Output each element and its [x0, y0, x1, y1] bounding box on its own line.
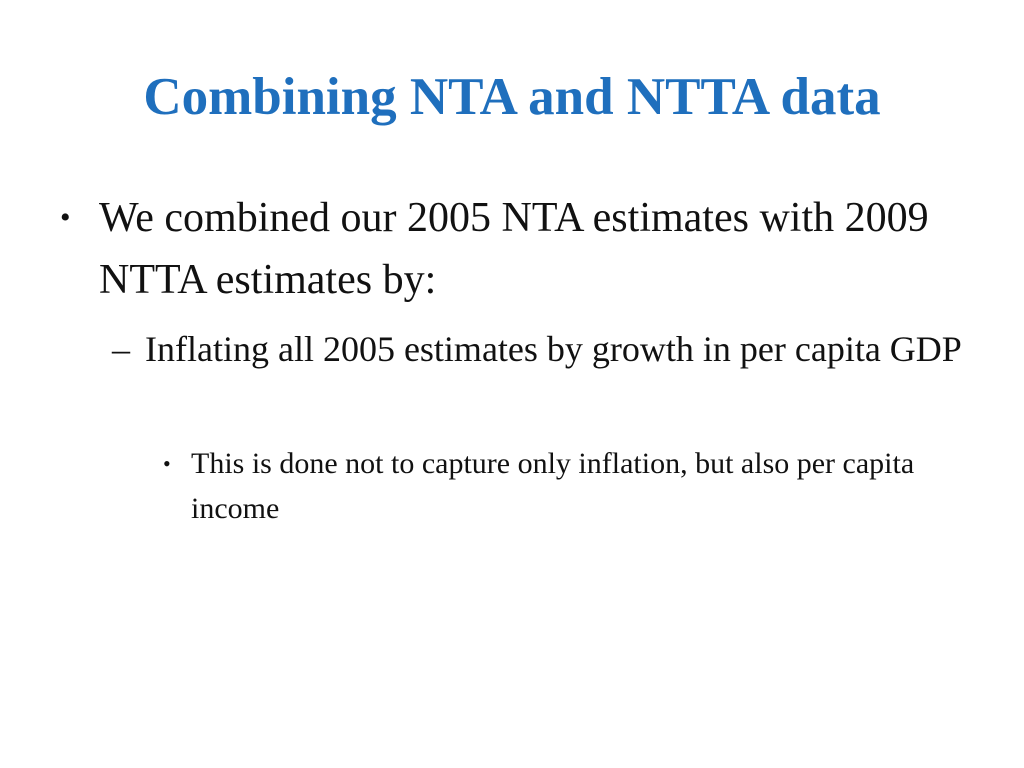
bullet-text: We combined our 2005 NTA estimates with 2009 NTTA estimates by: [99, 195, 929, 303]
slide-title: Combining NTA and NTTA data [143, 68, 881, 126]
bullet-dot-icon: • [163, 451, 171, 476]
bullet-level-1 [60, 187, 940, 311]
bullet-dash-icon: – [112, 329, 130, 369]
bullet-level-2 [112, 323, 962, 375]
bullet-text: This is done not to capture only inflation, but also per capita income [191, 447, 915, 525]
bullet-level-3 [163, 441, 1008, 531]
bullet-dot-icon: • [60, 201, 71, 234]
bullet-text: Inflating all 2005 estimates by growth in per capita GDP [145, 329, 962, 369]
